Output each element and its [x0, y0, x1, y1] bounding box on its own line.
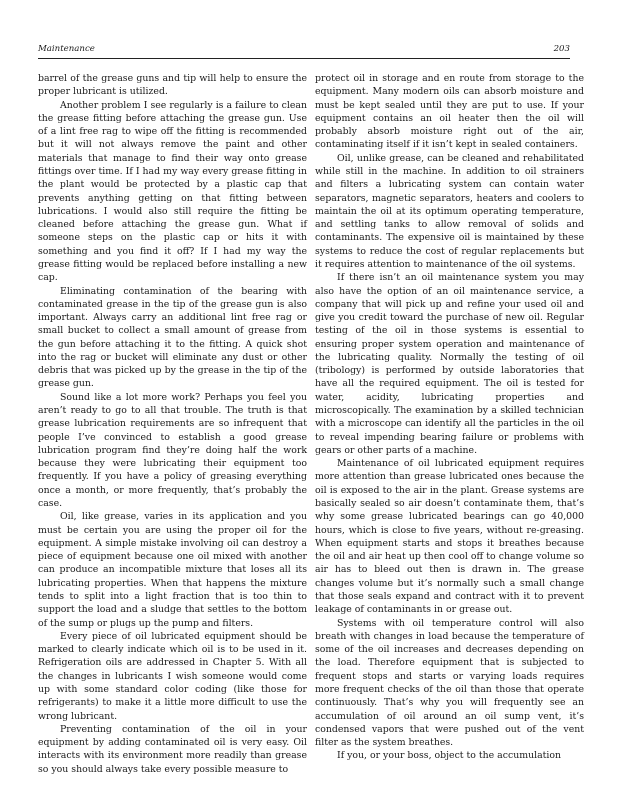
paragraph: Eliminating contamination of the bearing with contaminated grease in the tip of the grease gun is also important. Always carry an additional lint free rag or small bucket to collect a small amount of grease from the gun before attaching it to the fitting. A quick shot into the rag or bucket will eliminate any dust or other debris that was picked up by the grease in the tip of the grease gun.	[38, 285, 307, 390]
paragraph: Sound like a lot more work? Perhaps you feel you aren’t ready to go to all that trouble. The truth is that grease lubrication requirements are so infrequent that people I’ve convinced to establish a good grease lubrication program find they’re doing half the work because they were lubricating their equipment too frequently. If you have a policy of greasing everything once a month, or more frequently, that’s probably the case.	[38, 391, 307, 509]
section-title: Maintenance	[38, 44, 95, 54]
paragraph: barrel of the grease guns and tip will help to ensure the proper lubricant is utilized.	[38, 73, 307, 98]
paragraph: Oil, like grease, varies in its application and you must be certain you are using the proper oil for the equipment. A simple mistake involving oil can destroy a piece of equipment because one oil mixed with another can produce an incompatible mixture that loses all its lubricating properties. When that happens the mixture tends to split into a light fraction that is too thin to support the load and a sludge that settles to the bottom of the sump or plugs up the pump and filters.	[38, 511, 307, 629]
page-number: 203	[553, 44, 570, 54]
running-header	[38, 44, 570, 59]
paragraph: If there isn’t an oil maintenance system you may also have the option of an oil maintenance service, a company that will pick up and refine your used oil and give you credit toward the purchase of new oil. Regular testing of the oil in those systems is essential to ensuring proper system operation and maintenance of the lubricating quality. Normally the testing of oil (tribology) is performed by outside laboratories that have all the required equipment. The oil is tested for water, acidity, lubricating properties and microscopically. The examination by a skilled technician with a microscope can identify all the particles in the oil to reveal impending bearing failure or problems with gears or other parts of a machine.	[315, 272, 584, 456]
paragraph: Another problem I see regularly is a failure to clean the grease fitting before attaching the grease gun. Use of a lint free rag to wipe off the fitting is recommended but it will not always remove the paint and other materials that manage to find their way onto grease fittings over time. If I had my way every grease fitting in the plant would be protected by a plastic cap that prevents anything getting on that fitting between lubrications. I would also still require the fitting be cleaned before attaching the grease gun. What if someone steps on the plastic cap or hits it with something and you find it off? If I had my way the grease fitting would be replaced before installing a new cap.	[38, 99, 307, 284]
paragraph: Every piece of oil lubricated equipment should be marked to clearly indicate which oil is to be used in it. Refrigeration oils are addressed in Chapter 5. With all the changes in lubricants I wish someone would come up with some standard color coding (like those for refrigerants) to make it a little more difficult to use the wrong lubricant.	[38, 630, 307, 722]
paragraph: If you, or your boss, object to the accumulation	[337, 750, 562, 762]
right-column	[315, 72, 584, 763]
left-column	[38, 72, 307, 776]
paragraph: Preventing contamination of the oil in your equipment by adding contaminated oil is very easy. Oil interacts with its environment more readily than grease so you should always take every possible measure to	[38, 723, 307, 775]
paragraph: protect oil in storage and en route from storage to the equipment. Many modern oils can absorb moisture and must be kept sealed until they are put to use. If your equipment contains an oil heater then the oil will probably absorb moisture right out of the air, contaminating itself if it isn’t kept in sealed containers.	[315, 73, 584, 151]
paragraph: Maintenance of oil lubricated equipment requires more attention than grease lubricated ones because the oil is exposed to the air in the plant. Grease systems are basically sealed so air doesn’t contaminate them, that’s why some grease lubricated bearings can go 40,000 hours, which is close to five years, without re-greasing. When equipment starts and stops it breathes because the oil and air heat up then cool off to change volume so air has to bleed out then is drawn in. The grease changes volume but it’s normally such a small change that those seals expand and contract with it to prevent leakage of contaminants in or grease out.	[315, 458, 584, 616]
paragraph: Oil, unlike grease, can be cleaned and rehabilitated while still in the machine. In addition to oil strainers and filters a lubricating system can contain water separators, magnetic separators, heaters and coolers to maintain the oil at its optimum operating temperature, and settling tanks to allow removal of solids and contaminants. The expensive oil is maintained by these systems to reduce the cost of regular replacements but it requires attention to maintenance of the oil systems.	[315, 152, 584, 270]
paragraph: Systems with oil temperature control will also breath with changes in load because the temperature of some of the oil increases and decreases depending on the load. Therefore equipment that is subjected to frequent stops and starts or varying loads requires more frequent checks of the oil than those that operate continuously. That’s why you will frequently see an accumulation of oil around an oil sump vent, it’s condensed vapors that were pushed out of the vent filter as the system breathes.	[315, 617, 584, 749]
